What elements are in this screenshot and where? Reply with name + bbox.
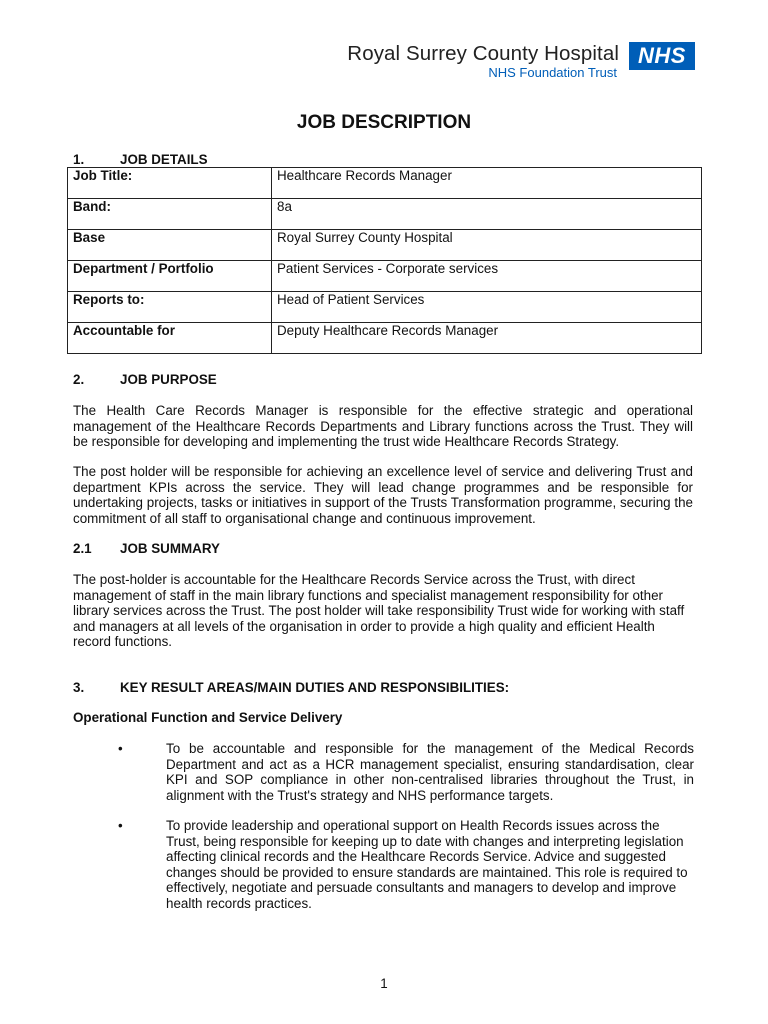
section-number: 3. xyxy=(73,680,85,695)
document-title: JOB DESCRIPTION xyxy=(296,112,472,133)
table-row xyxy=(68,292,702,323)
row-value: Head of Patient Services xyxy=(272,292,702,323)
row-value: Deputy Healthcare Records Manager xyxy=(272,323,702,354)
section-title: JOB DETAILS xyxy=(120,152,208,167)
operational-function-subheading: Operational Function and Service Delivery xyxy=(73,710,343,725)
section-number: 2. xyxy=(73,372,85,387)
table-row xyxy=(68,261,702,292)
table-row xyxy=(68,323,702,354)
section-number: 2.1 xyxy=(73,541,92,556)
job-purpose-paragraph-2: The post holder will be responsible for achieving an excellence level of service and delivering Trust and department KPIs across the service. They will lead change programmes and be responsible for undertaking projects, tasks or initiatives in support of the Trusts Transformation programme, securing the commitment of all staff to organisational change and continuous improvement. xyxy=(73,464,693,526)
row-label: Reports to: xyxy=(68,292,272,323)
bullet-text: To provide leadership and operational support on Health Records issues across the Trust, being responsible for keeping up to date with changes and interpreting legislation affecting clinical records and the Healthcare Records Service. Advice and suggested changes should be provided to ensure standards are maintained. This role is required to effectively, negotiate and persuade consultants and managers to develop and improve health records practices. xyxy=(166,818,688,911)
section-job-details-heading xyxy=(73,152,208,167)
table-row xyxy=(68,199,702,230)
row-label: Base xyxy=(68,230,272,261)
row-value: Royal Surrey County Hospital xyxy=(272,230,702,261)
job-purpose-paragraph-1: The Health Care Records Manager is responsible for the effective strategic and operational management of the Healthcare Records Departments and Library functions across the Trust. They will be responsible for developing and implementing the trust wide Healthcare Records Strategy. xyxy=(73,403,693,449)
nhs-logo: NHS xyxy=(629,42,695,70)
section-key-results-heading xyxy=(73,680,509,695)
row-label: Accountable for xyxy=(68,323,272,354)
table-row xyxy=(68,168,702,199)
section-title: JOB SUMMARY xyxy=(120,541,220,556)
hospital-header xyxy=(347,42,695,80)
org-subtitle: NHS Foundation Trust xyxy=(488,65,617,80)
bullet-marker: • xyxy=(118,818,123,833)
job-details-table xyxy=(67,167,702,354)
job-summary-paragraph: The post-holder is accountable for the Healthcare Records Service across the Trust, with direct management of staff in the main library functions and specialist management responsibility for other library services across the Trust. The post holder will take responsibility Trust wide for working with staff and managers at all levels of the organisation in order to provide a high quality and efficient Health record functions. xyxy=(73,572,685,649)
row-label: Department / Portfolio xyxy=(68,261,272,292)
row-value: Healthcare Records Manager xyxy=(272,168,702,199)
row-label: Band: xyxy=(68,199,272,230)
section-job-summary-heading xyxy=(73,541,220,556)
section-title: JOB PURPOSE xyxy=(120,372,217,387)
section-number: 1. xyxy=(73,152,85,167)
section-job-purpose-heading xyxy=(73,372,217,387)
section-title: KEY RESULT AREAS/MAIN DUTIES AND RESPONSIBILITIES: xyxy=(120,680,510,695)
row-label: Job Title: xyxy=(68,168,272,199)
table-row xyxy=(68,230,702,261)
row-value: 8a xyxy=(272,199,702,230)
page-number: 1 xyxy=(380,976,388,991)
bullet-marker: • xyxy=(118,741,123,756)
org-name: Royal Surrey County Hospital xyxy=(347,42,619,65)
bullet-text: To be accountable and responsible for the management of the Medical Records Department and act as a HCR management specialist, ensuring standardisation, clear KPI and SOP compliance in other non-centralised libraries throughout the Trust, in alignment with the Trust's strategy and NHS performance targets. xyxy=(166,741,694,803)
row-value: Patient Services - Corporate services xyxy=(272,261,702,292)
